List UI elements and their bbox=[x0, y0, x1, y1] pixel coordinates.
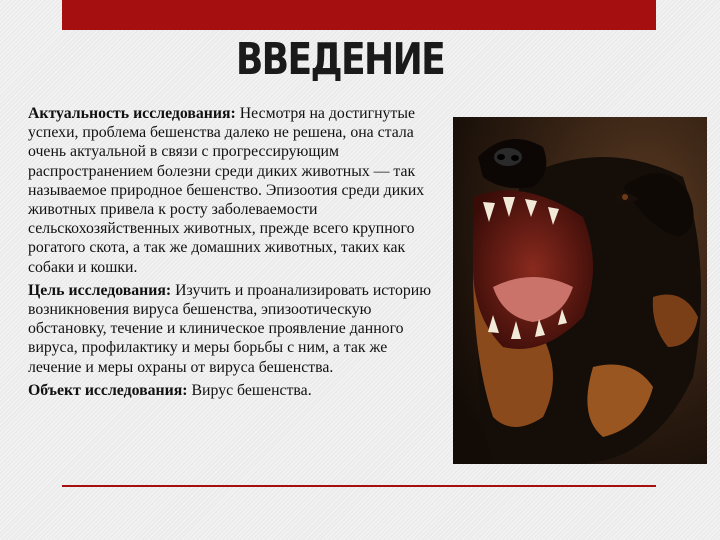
section-text: Изучить и проанализировать историю возникновения вируса бешенства, эпизоотическую обстановку, течение и клиническое проявление данного вируса, профилактику и меры борьбы с ним, а так же лечение и меры охраны от вируса бешенства. bbox=[28, 281, 432, 376]
section-relevance bbox=[28, 104, 444, 277]
snarling-dog-photo bbox=[453, 117, 707, 464]
section-label: Цель исследования: bbox=[28, 281, 172, 299]
slide-title: ВВЕДЕНИЕ bbox=[235, 34, 445, 85]
bottom-divider bbox=[62, 485, 656, 487]
section-text: Несмотря на достигнутые успехи, проблема бешенства далеко не решена, она стала очень актуальной в связи с прогрессирующим распространением болезни среди диких животных — так называемое природное бешенство. Эпизоотия среди диких животных привела к росту заболеваемости сельскохозяйственных животных, прежде всего крупного рогатого скота, а так же домашних животных, таких как собаки и кошки. bbox=[28, 105, 425, 276]
section-object bbox=[28, 381, 444, 400]
section-goal bbox=[28, 281, 444, 377]
top-accent-bar bbox=[62, 0, 656, 30]
slide-body bbox=[28, 104, 444, 404]
section-label: Актуальность исследования: bbox=[28, 105, 236, 122]
section-text: Вирус бешенства. bbox=[187, 381, 312, 399]
section-label: Объект исследования: bbox=[28, 381, 188, 399]
dog-illustration bbox=[453, 117, 707, 464]
